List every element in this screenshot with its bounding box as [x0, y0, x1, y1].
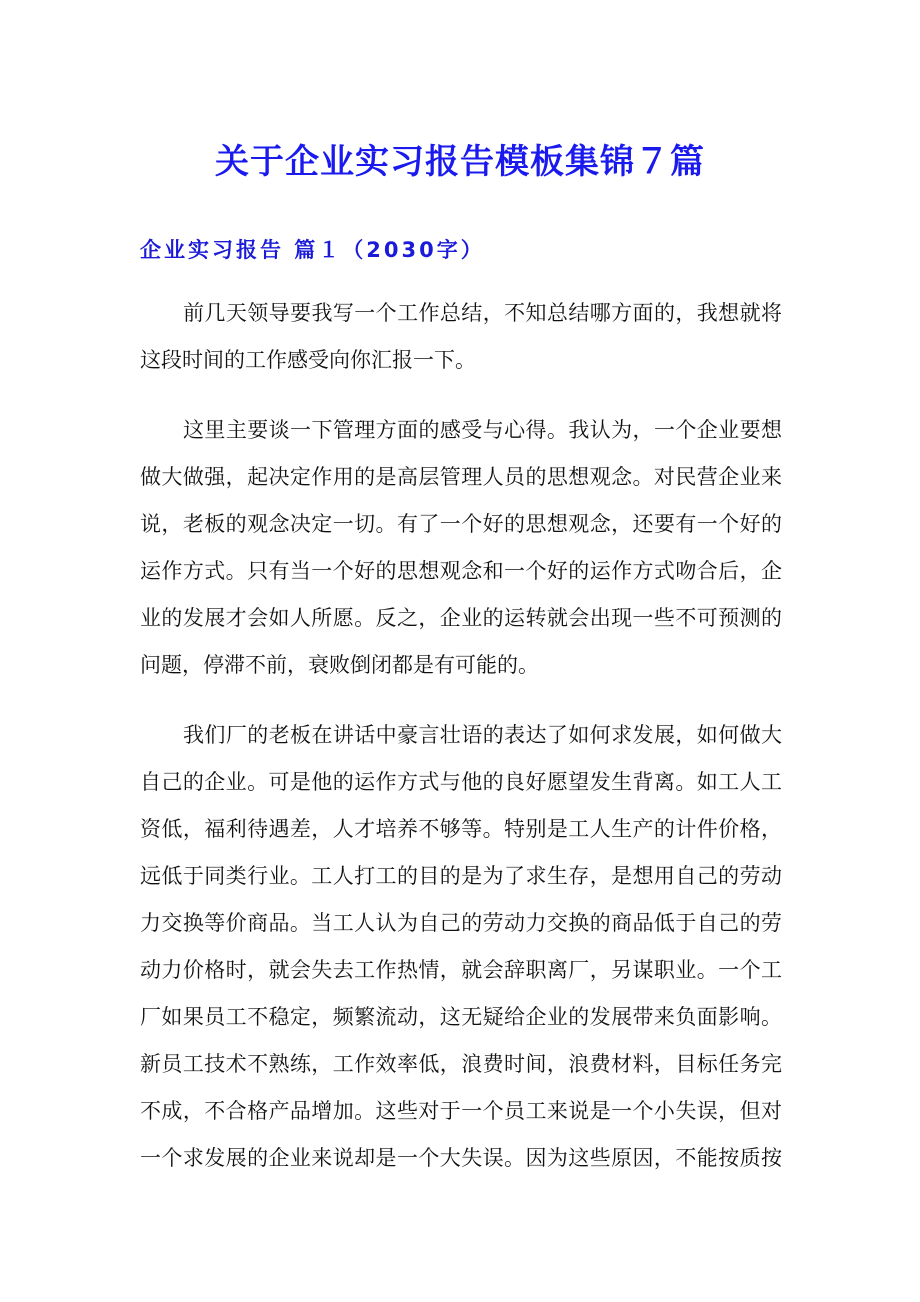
- paragraph-line: 这段时间的工作感受向你汇报一下。: [140, 348, 476, 372]
- paragraph-line: 厂如果员工不稳定，频繁流动，这无疑给企业的发展带来负面影响。: [140, 1005, 782, 1029]
- document-title: 关于企业实习报告模板集锦７篇: [215, 142, 705, 182]
- paragraph-line: 做大做强，起决定作用的是高层管理人员的思想观念。对民营企业来: [140, 465, 782, 489]
- paragraph-line: 一个求发展的企业来说却是一个大失误。因为这些原因，不能按质按: [140, 1146, 782, 1170]
- paragraph-line: 问题，停滞不前，衰败倒闭都是有可能的。: [140, 653, 539, 677]
- paragraph-line: 运作方式。只有当一个好的思想观念和一个好的运作方式吻合后，企: [140, 559, 782, 583]
- document-body: [140, 294, 782, 1209]
- paragraph-line: 前几天领导要我写一个工作总结，不知总结哪方面的，我想就将: [183, 301, 782, 325]
- paragraph-line: 资低，福利待遇差，人才培养不够等。特别是工人生产的计件价格，: [140, 817, 782, 841]
- paragraph: [140, 294, 782, 388]
- paragraph-line: 业的发展才会如人所愿。反之，企业的运转就会出现一些不可预测的: [140, 606, 782, 630]
- paragraph-line: 力交换等价商品。当工人认为自己的劳动力交换的商品低于自己的劳: [140, 911, 782, 935]
- paragraph-line: 这里主要谈一下管理方面的感受与心得。我认为，一个企业要想: [183, 418, 782, 442]
- paragraph: [140, 716, 782, 1186]
- paragraph: [140, 411, 782, 693]
- paragraph-line: 新员工技术不熟练，工作效率低，浪费时间，浪费材料，目标任务完: [140, 1052, 782, 1076]
- section-heading: 企业实习报告 篇１（2030字）: [140, 238, 485, 262]
- paragraph-line: 说，老板的观念决定一切。有了一个好的思想观念，还要有一个好的: [140, 512, 782, 536]
- paragraph-line: 动力价格时，就会失去工作热情，就会辞职离厂，另谋职业。一个工: [140, 958, 782, 982]
- paragraph-line: 我们厂的老板在讲话中豪言壮语的表达了如何求发展，如何做大: [183, 723, 782, 747]
- paragraph-line: 自己的企业。可是他的运作方式与他的良好愿望发生背离。如工人工: [140, 770, 782, 794]
- paragraph-line: 远低于同类行业。工人打工的目的是为了求生存，是想用自己的劳动: [140, 864, 782, 888]
- paragraph-line: 不成，不合格产品增加。这些对于一个员工来说是一个小失误，但对: [140, 1099, 782, 1123]
